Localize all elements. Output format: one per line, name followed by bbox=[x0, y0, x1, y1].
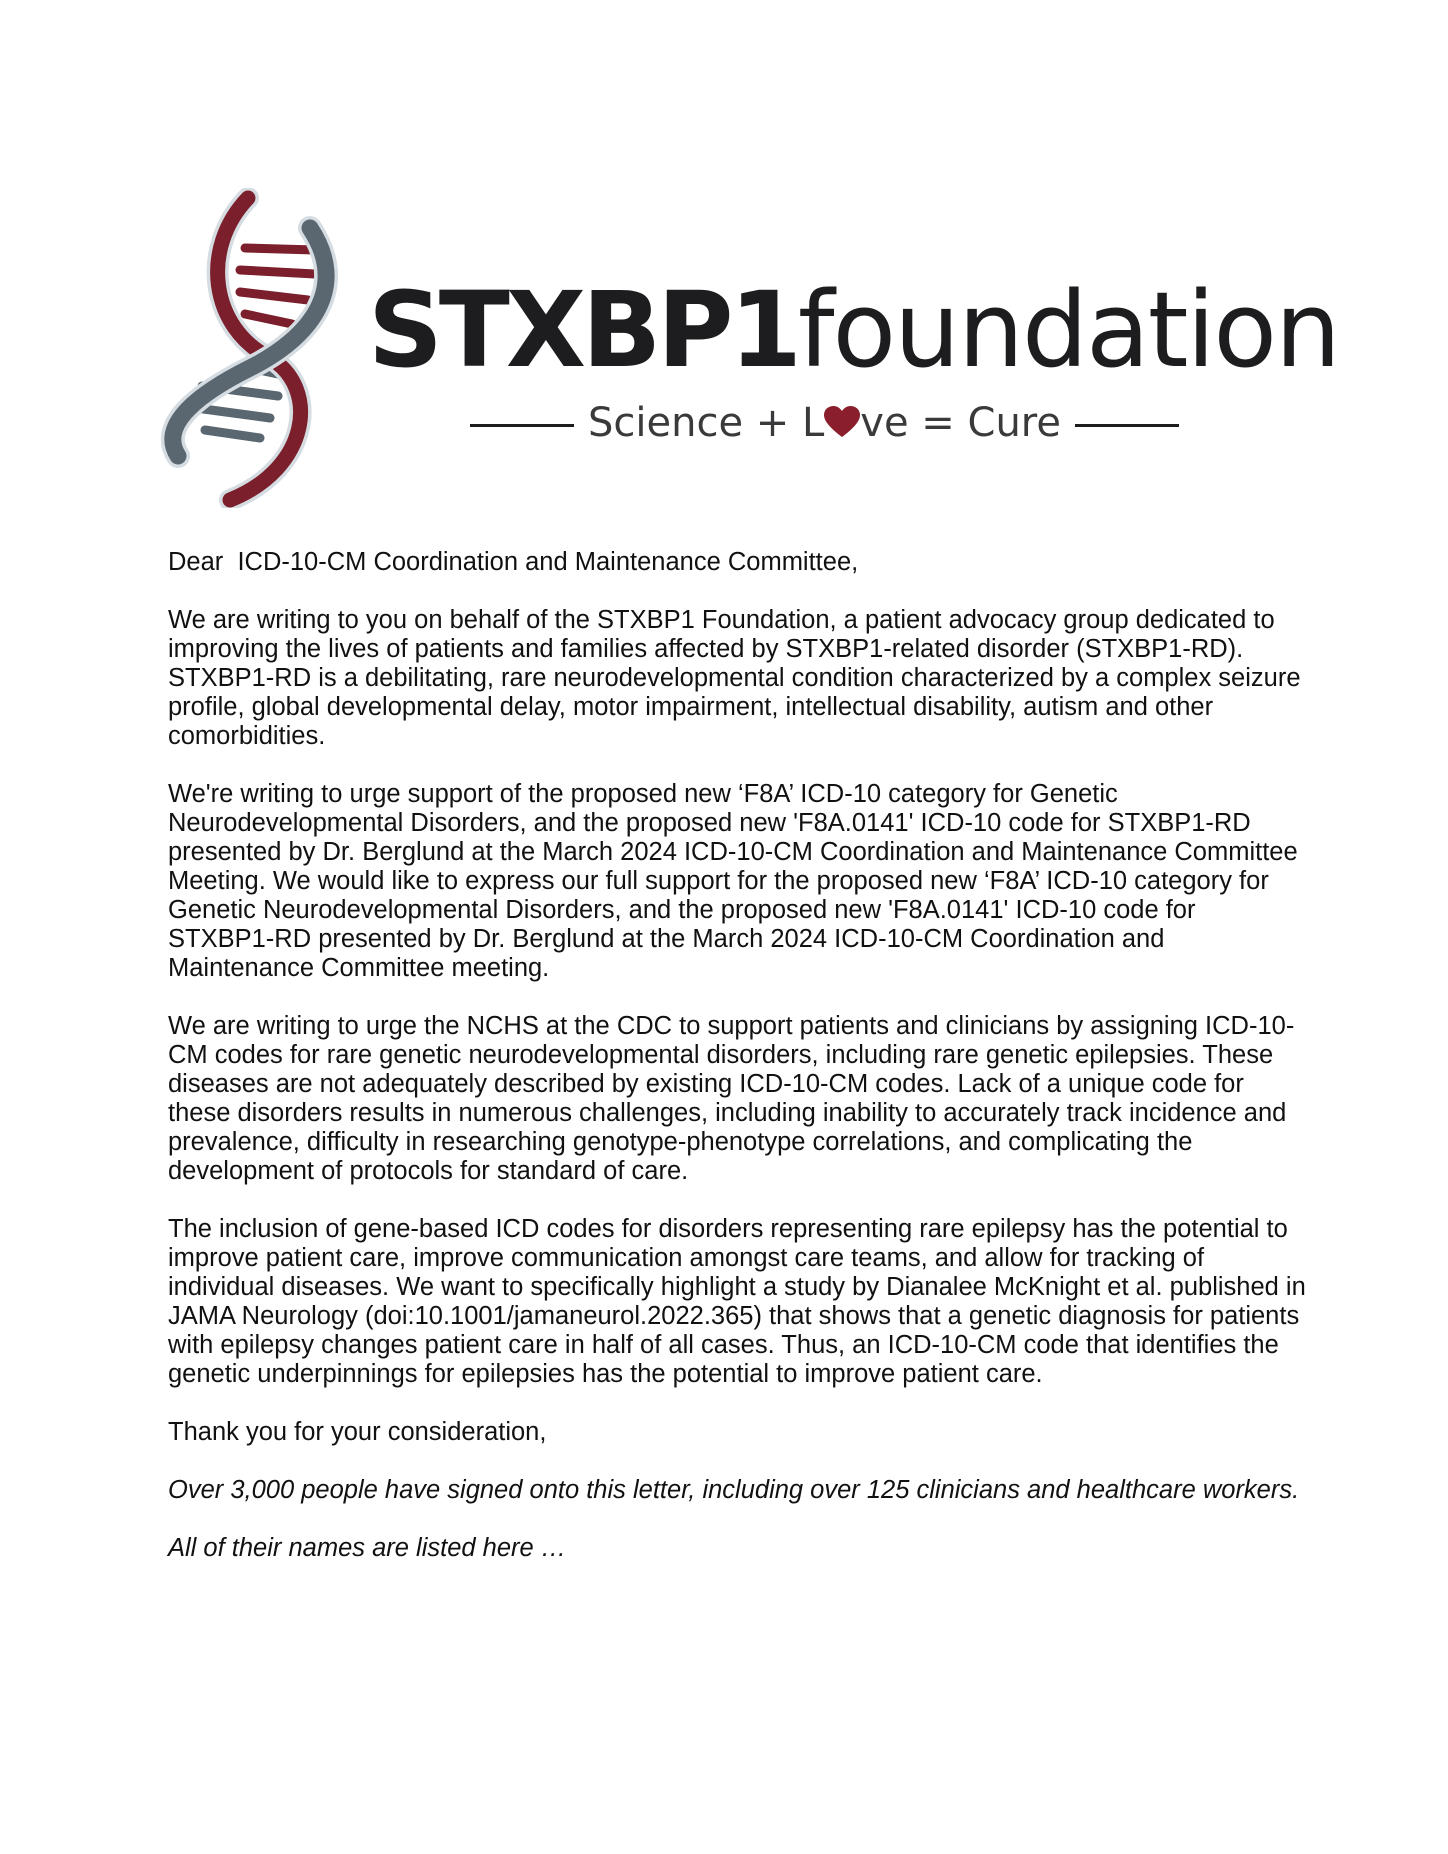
signatories-note: Over 3,000 people have signed onto this letter, including over 125 clinicians and healthcare workers. bbox=[168, 1476, 1300, 1504]
tagline-rule-left bbox=[470, 424, 574, 427]
paragraph-gene-based-codes: The inclusion of gene-based ICD codes for disorders representing rare epilepsy has the potential to improve patient care, improve communication amongst care teams, and allow for tracking of individual diseases. We want to specifically highlight a study by Dianalee McKnight et al. published in JAMA Neurology (doi:10.1001/jamaneurol.2022.365) that shows that a genetic diagnosis for patients with epilepsy changes patient care in half of all cases. Thus, an ICD-10-CM code that identifies the genetic underpinnings for epilepsies has the potential to improve patient care. bbox=[168, 1215, 1306, 1388]
tagline-text-after: ve = Cure bbox=[860, 400, 1061, 446]
letter-body bbox=[168, 548, 1308, 1592]
paragraph-nchs-request: We are writing to urge the NCHS at the CDC to support patients and clinicians by assigning ICD-10-CM codes for rare genetic neurodevelopmental disorders, including rare genetic epilepsies. These diseases are not adequately described by existing ICD-10-CM codes. Lack of a unique code for these disorders results in numerous challenges, including inability to accurately track incidence and prevalence, difficulty in researching genotype-phenotype correlations, and complicating the development of protocols for standard of care. bbox=[168, 1012, 1295, 1185]
paragraph-f8a-support: We're writing to urge support of the proposed new ‘F8A’ ICD-10 category for Genetic Neurodevelopmental Disorders, and the proposed new 'F8A.0141' ICD-10 code for STXBP1-RD presented by Dr. Berglund at the March 2024 ICD-10-CM Coordination and Maintenance Committee Meeting. We would like to express our full support for the proposed new ‘F8A’ ICD-10 category for Genetic Neurodevelopmental Disorders, and the proposed new 'F8A.0141' ICD-10 code for STXBP1-RD presented by Dr. Berglund at the March 2024 ICD-10-CM Coordination and Maintenance Committee meeting. bbox=[168, 780, 1298, 982]
logo-tagline bbox=[456, 398, 1193, 448]
names-note: All of their names are listed here … bbox=[168, 1534, 567, 1562]
logo-name-bold: STXBP1 bbox=[368, 269, 798, 391]
logo-name-light: foundation bbox=[797, 269, 1339, 391]
dna-helix-icon bbox=[160, 188, 380, 508]
tagline-text-before: Science + L bbox=[588, 400, 825, 446]
paragraph-advocacy-intro: We are writing to you on behalf of the STXBP1 Foundation, a patient advocacy group dedicated to improving the lives of patients and families affected by STXBP1-related disorder (STXBP1-RD). STXBP1-RD is a debilitating, rare neurodevelopmental condition characterized by a complex seizure profile, global developmental delay, motor impairment, intellectual disability, autism and other comorbidities. bbox=[168, 606, 1301, 750]
foundation-logo bbox=[160, 188, 1339, 508]
salutation: Dear ICD-10-CM Coordination and Maintenance Committee, bbox=[168, 548, 859, 576]
closing: Thank you for your consideration, bbox=[168, 1418, 547, 1446]
heart-icon bbox=[824, 406, 860, 438]
tagline-rule-right bbox=[1075, 424, 1179, 427]
logo-wordmark bbox=[368, 269, 1339, 391]
